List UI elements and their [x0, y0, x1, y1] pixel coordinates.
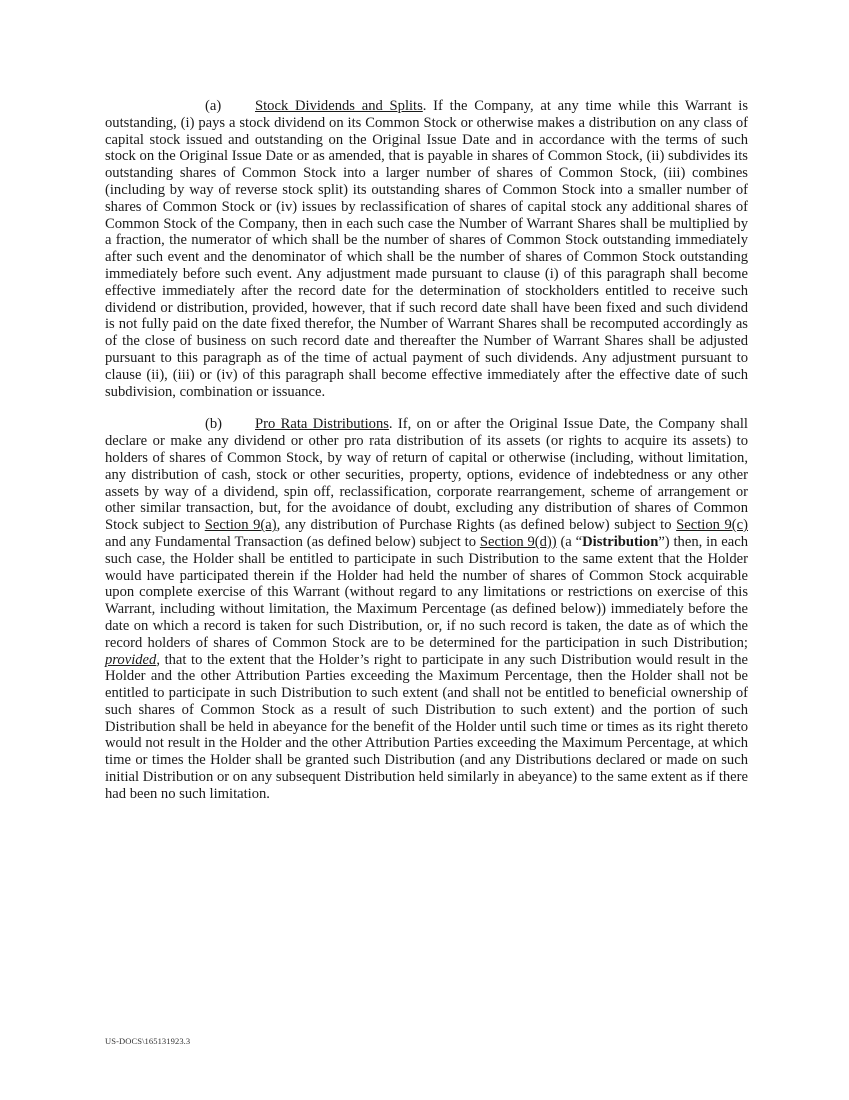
paragraph-text-b-5: ”) then, in each such case, the Holder shall be entitled to participate in such Distribution to the same extent that the Holder would have participated therein if the Holder had held the number of shares of Common Stock acquirable upon complete exercise of this Warrant (without regard to any limitations or restrictions on exercise of this Warrant, including without limitation, the Maximum Percentage (as defined below)) immediately before the date on which a record is taken for such Distribution, or, if no such record is taken, the date as of which the record holders of shares of Common Stock are to be determined for the participation in such Distribution;: [105, 533, 748, 651]
paragraph-marker-a: (a): [205, 98, 222, 114]
paragraph-marker-b: (b): [205, 416, 223, 433]
defined-term-distribution: Distribution: [582, 533, 659, 550]
proviso-provided: provided: [105, 651, 157, 668]
paragraph-text-b-1: . If, on or after the Original Issue Date, the Company shall declare or make any dividend or other pro rata distribution of its assets (or rights to acquire its assets) to holders of shares of Common Stock, by way of return of capital or otherwise (including, without limitation, any distribution of cash, stock or other securities, property, options, evidence of indebtedness or any other assets by way of a dividend, spin off, reclassification, corporate rearrangement, scheme of arrangement or other similar transaction, but, for the avoidance of doubt, excluding any distribution of shares of Common Stock subject to: [105, 416, 748, 534]
section-reference-9c: Section 9(c): [676, 517, 749, 534]
paragraph-heading-stock-dividends: Stock Dividends and Splits: [255, 98, 423, 114]
paragraph-text-b-4: (a “: [556, 533, 583, 550]
paragraph-body-a: . If the Company, at any time while this Warrant is outstanding, (i) pays a stock dividend on its Common Stock or otherwise makes a distribution on any class of capital stock issued and outstanding on the Original Issue Date and in accordance with the terms of such stock on the Original Issue Date or as amended, that is payable in shares of Common Stock, (ii) subdivides its outstanding shares of Common Stock into a larger number of shares of Common Stock, (iii) combines (including by way of reverse stock split) its outstanding shares of Common Stock into a smaller number of shares of Common Stock or (iv) issues by reclassification of shares of capital stock any additional shares of Common Stock of the Company, then in each such case the Number of Warrant Shares shall be multiplied by a fraction, the numerator of which shall be the number of shares of Common Stock outstanding immediately after such event and the denominator of which shall be the number of shares of Common Stock outstanding immediately before such event. Any adjustment made pursuant to clause (i) of this paragraph shall become effective immediately after the record date for the determination of stockholders entitled to receive such dividend or distribution, provided, however, that if such record date shall have been fixed and such dividend is not fully paid on the date fixed therefor, the Number of Warrant Shares shall be recomputed accordingly as of the close of business on such record date and thereafter the Number of Warrant Shares shall be adjusted pursuant to this paragraph as of the time of actual payment of such dividends. Any adjustment pursuant to clause (ii), (iii) or (iv) of this paragraph shall become effective immediately after the effective date of such subdivision, combination or issuance.: [105, 98, 748, 400]
paragraph-stock-dividends-and-splits: [105, 98, 748, 400]
paragraph-text-b-3: and any Fundamental Transaction (as defined below) subject to: [105, 533, 480, 550]
paragraph-heading-pro-rata: Pro Rata Distributions: [255, 416, 389, 433]
document-body: [105, 98, 748, 803]
paragraph-text-b-2: , any distribution of Purchase Rights (as defined below) subject to: [276, 517, 677, 534]
paragraph-pro-rata-distributions: [105, 416, 748, 802]
section-reference-9d: Section 9(d)): [479, 533, 557, 550]
paragraph-text-b-6: , that to the extent that the Holder’s right to participate in any such Distribution would result in the Holder and the other Attribution Parties exceeding the Maximum Percentage, then the Holder shall not be entitled to participate in such Distribution to such extent (and shall not be entitled to beneficial ownership of such shares of Common Stock as a result of such Distribution to such extent) and the portion of such Distribution shall be held in abeyance for the benefit of the Holder until such time or times as its right thereto would not result in the Holder and the other Attribution Parties exceeding the Maximum Percentage, at which time or times the Holder shall be granted such Distribution (and any Distributions declared or made on such initial Distribution or on any subsequent Distribution held similarly in abeyance) to the same extent as if there had been no such limitation.: [105, 651, 748, 802]
document-footer-id: US-DOCS\165131923.3: [105, 1036, 191, 1046]
section-reference-9a: Section 9(a): [204, 517, 277, 534]
